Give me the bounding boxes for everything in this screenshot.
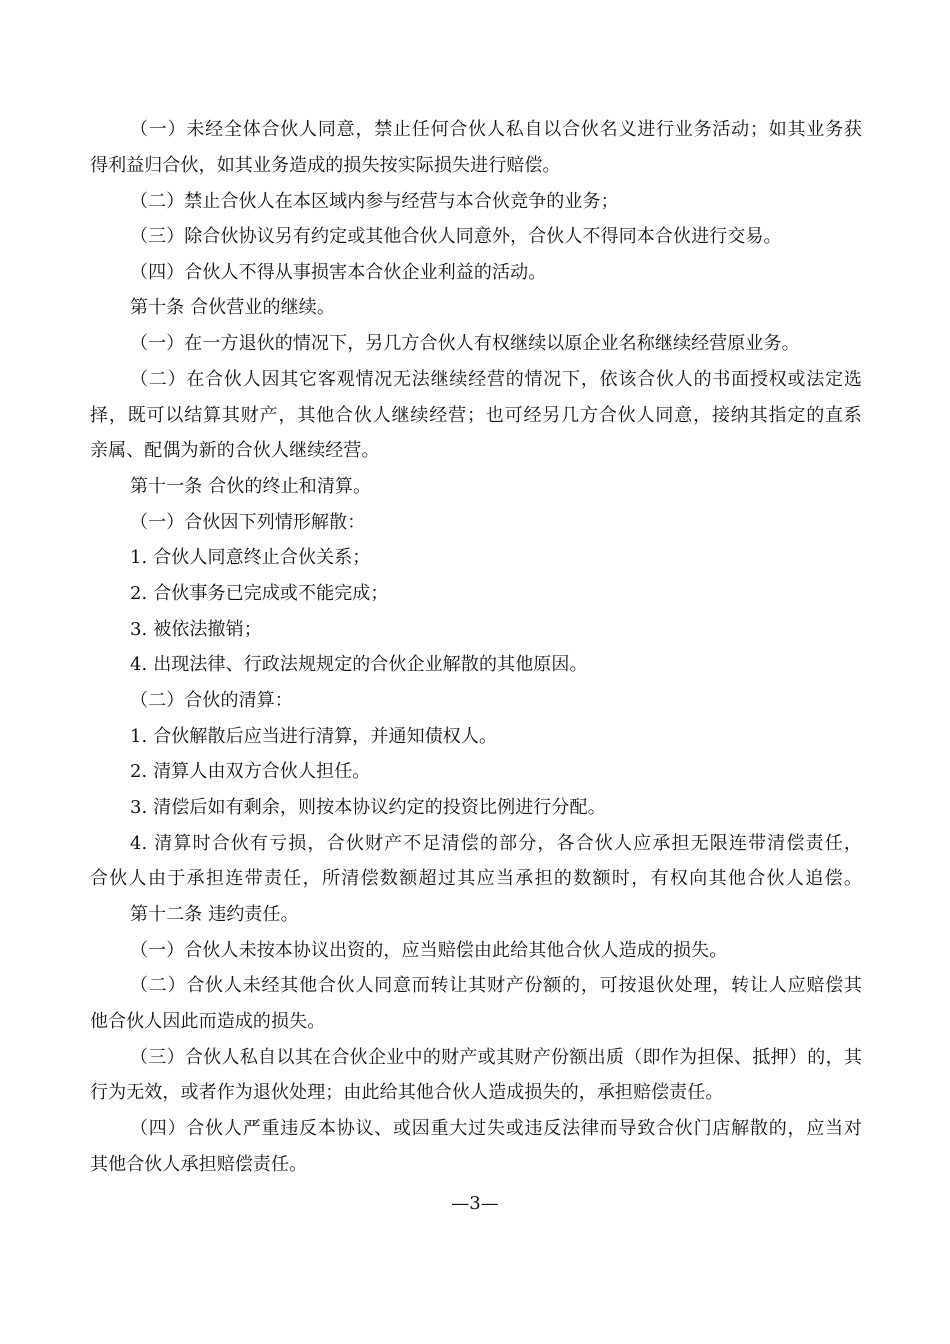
text-line: 4. 清算时合伙有亏损，合伙财产不足清偿的部分，各合伙人应承担无限连带清偿责任， <box>130 833 862 854</box>
text-line: （三）合伙人私自以其在合伙企业中的财产或其财产份额出质（即作为担保、抵押）的，其 <box>130 1047 862 1068</box>
text-line: （二）合伙人未经其他合伙人同意而转让其财产份额的，可按退伙处理，转让人应赔偿其 <box>130 975 862 996</box>
text-line: （一）合伙人未按本协议出资的，应当赔偿由此给其他合伙人造成的损失。 <box>130 940 728 961</box>
text-line: 1. 合伙人同意终止合伙关系； <box>130 547 371 568</box>
text-line: （二）禁止合伙人在本区域内参与经营与本合伙竞争的业务； <box>130 191 619 212</box>
text-line: 得利益归合伙，如其业务造成的损失按实际损失进行赔偿。 <box>90 155 561 176</box>
page-number: —3— <box>451 1193 499 1214</box>
text-line: 3. 被依法撤销； <box>130 619 262 640</box>
text-line: （二）在合伙人因其它客观情况无法继续经营的情况下，依该合伙人的书面授权或法定选 <box>130 369 862 390</box>
text-line: （四）合伙人严重违反本协议、或因重大过失或违反法律而导致合伙门店解散的，应当对 <box>130 1118 862 1139</box>
text-line: 2. 清算人由双方合伙人担任。 <box>130 761 371 782</box>
text-line: 4. 出现法律、行政法规规定的合伙企业解散的其他原因。 <box>130 654 588 675</box>
text-line: 行为无效，或者作为退伙处理；由此给其他合伙人造成损失的，承担赔偿责任。 <box>90 1082 724 1103</box>
text-line: （四）合伙人不得从事损害本合伙企业利益的活动。 <box>130 262 547 283</box>
text-line: 择，既可以结算其财产，其他合伙人继续经营；也可经另几方合伙人同意，接纳其指定的直系 <box>90 405 862 426</box>
text-line: 第十一条 合伙的终止和清算。 <box>130 476 372 497</box>
text-line: 2. 合伙事务已完成或不能完成； <box>130 583 389 604</box>
text-line: 亲属、配偶为新的合伙人继续经营。 <box>90 440 380 461</box>
text-line: 3. 清偿后如有剩余，则按本协议约定的投资比例进行分配。 <box>130 797 606 818</box>
text-line: 第十条 合伙营业的继续。 <box>130 297 335 318</box>
text-line: 其他合伙人承担赔偿责任。 <box>90 1154 308 1175</box>
text-line: （一）在一方退伙的情况下，另几方合伙人有权继续以原企业名称继续经营原业务。 <box>130 333 800 354</box>
text-line: （一）合伙因下列情形解散： <box>130 512 366 533</box>
text-line: （二）合伙的清算： <box>130 690 293 711</box>
text-line: 他合伙人因此而造成的损失。 <box>90 1011 326 1032</box>
text-line: 合伙人由于承担连带责任，所清偿数额超过其应当承担的数额时，有权向其他合伙人追偿。 <box>90 868 862 889</box>
text-line: （一）未经全体合伙人同意，禁止任何合伙人私自以合伙名义进行业务活动；如其业务获 <box>130 119 862 140</box>
text-line: （三）除合伙协议另有约定或其他合伙人同意外，合伙人不得同本合伙进行交易。 <box>130 226 782 247</box>
text-line: 第十二条 违约责任。 <box>130 904 299 925</box>
text-line: 1. 合伙解散后应当进行清算，并通知债权人。 <box>130 726 498 747</box>
